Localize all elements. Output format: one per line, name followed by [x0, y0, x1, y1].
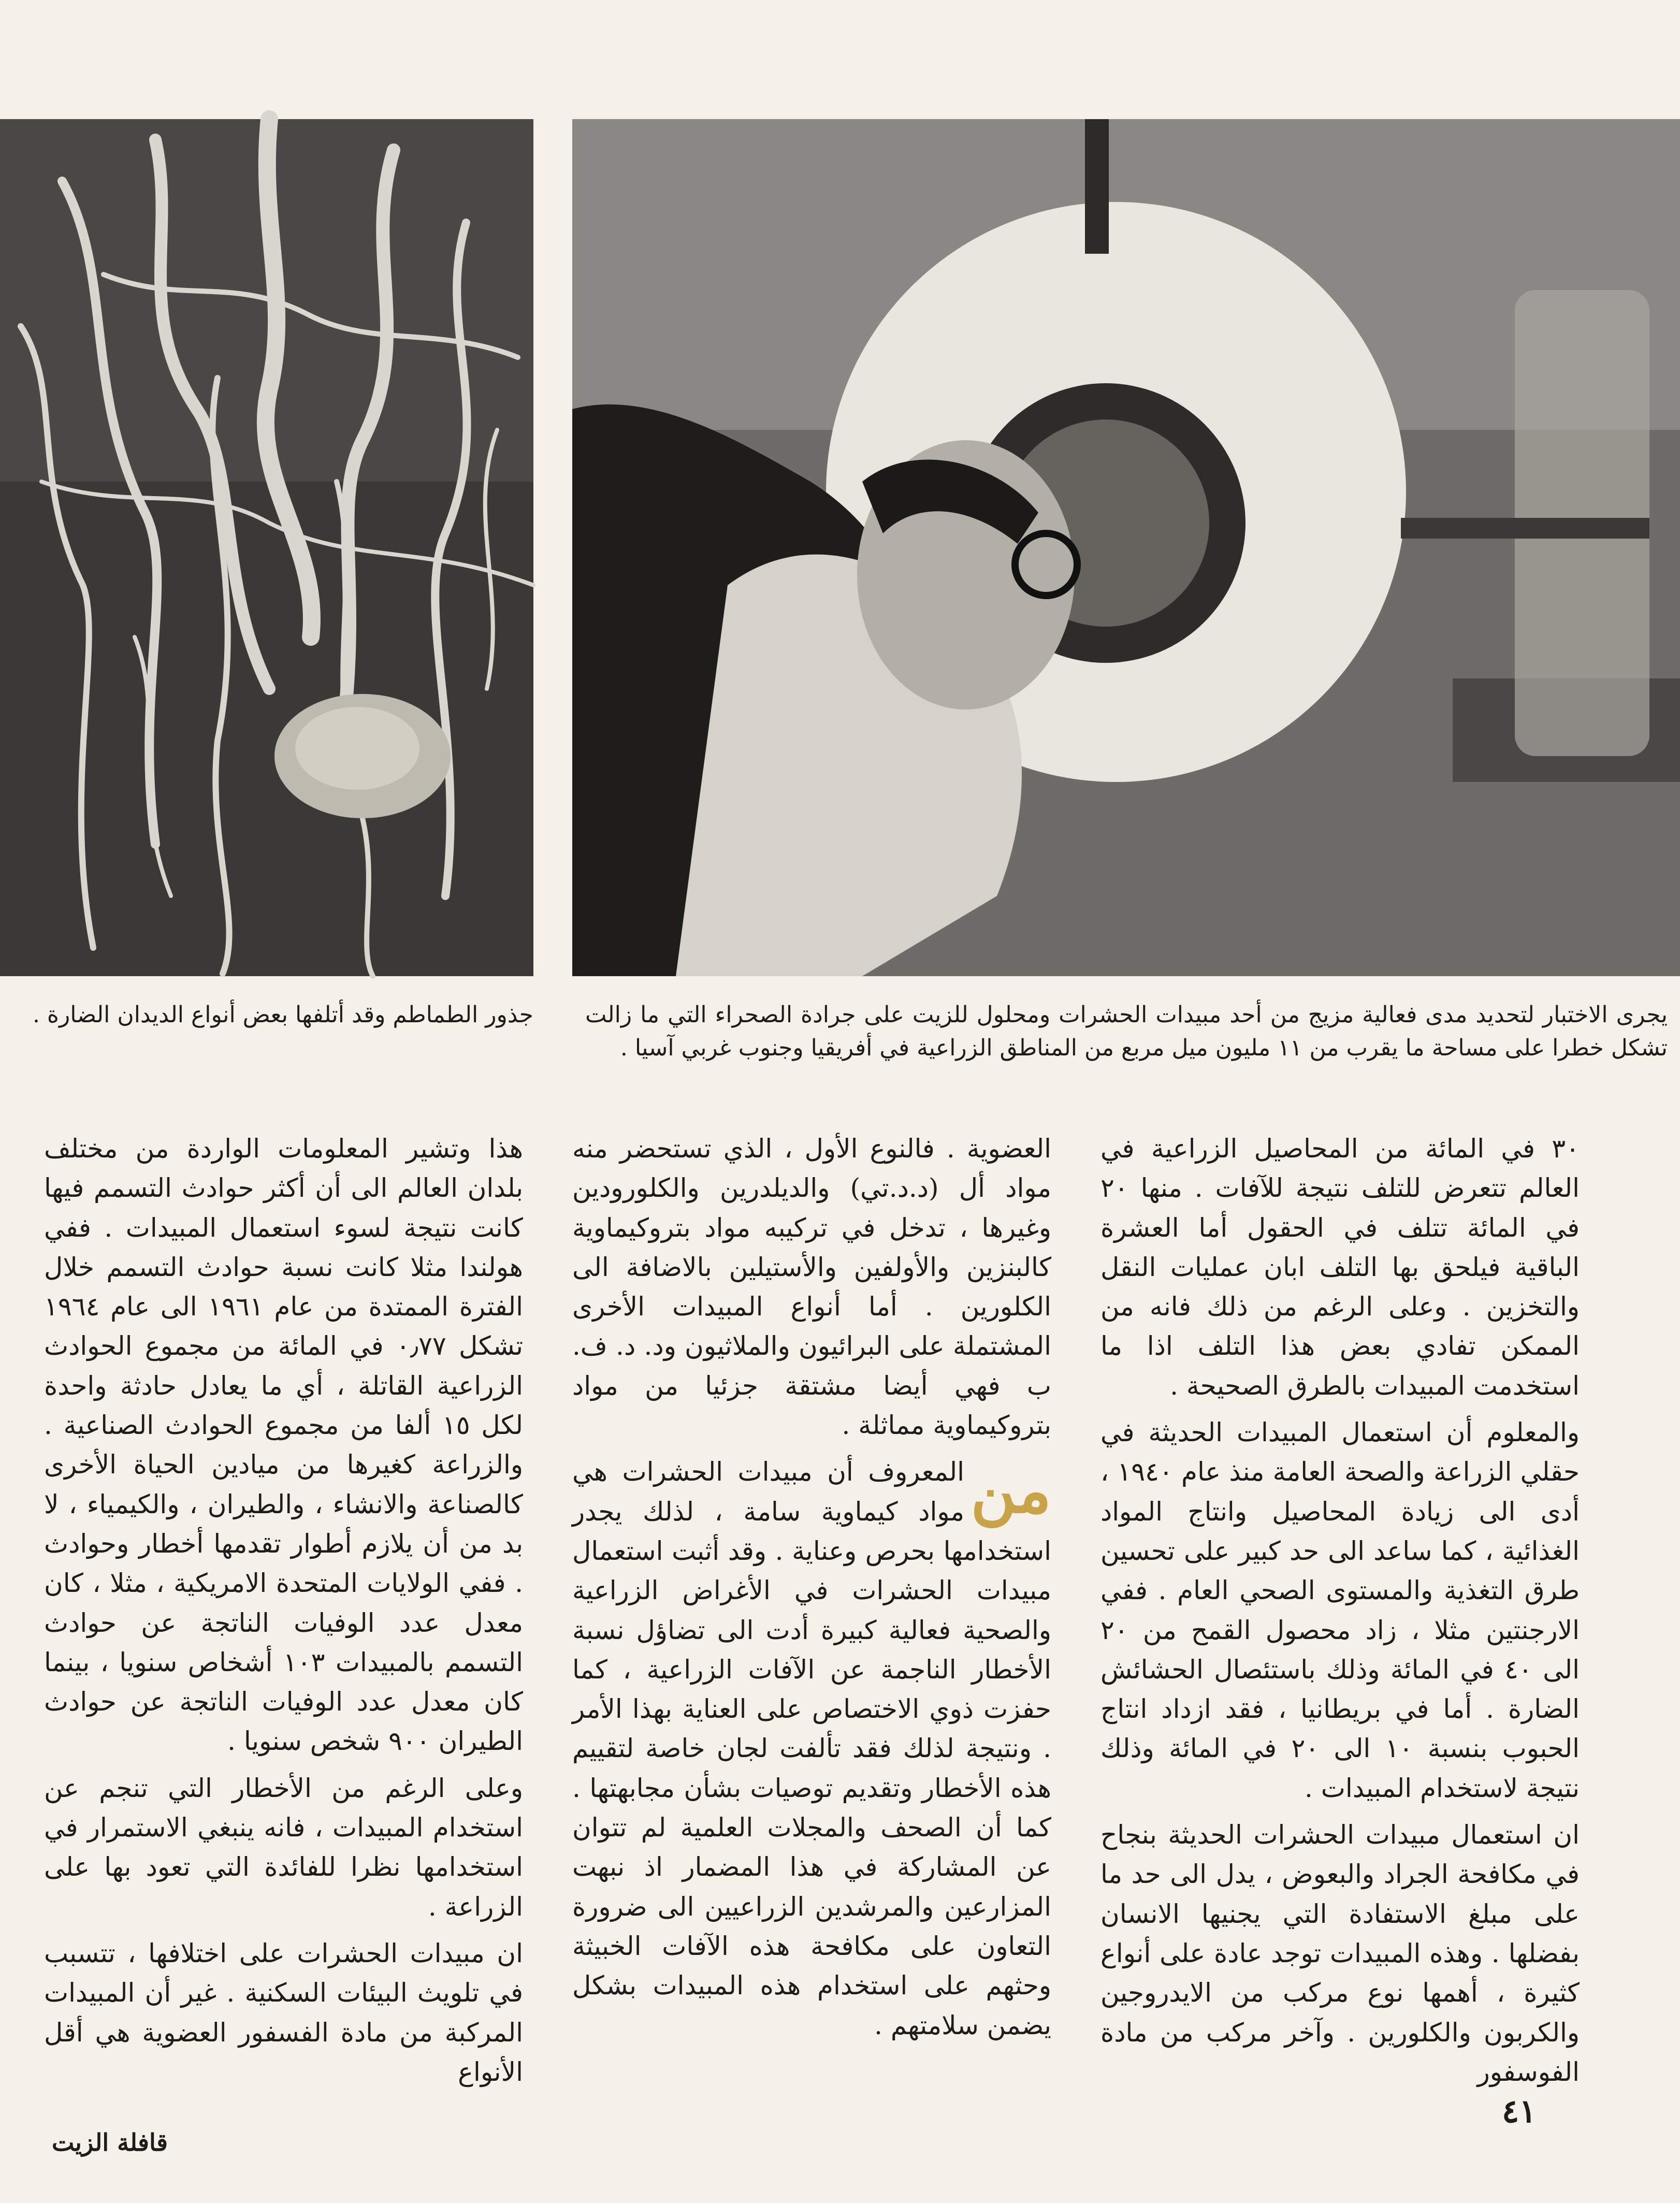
- paragraph: هذا وتشير المعلومات الواردة من مختلف بلدان العالم الى أن أكثر حوادث التسمم فيها كانت نتيجة لسوء استعمال المبيدات . ففي هولندا مثلا كانت نسبة حوادث التسمم خلال الفترة الممتدة من عام ١٩٦١ الى عام ١٩٦٤ تشكل ٠٫٧٧ في المائة من مجموع الحوادث الزراعية القاتلة ، أي ما يعادل حادثة واحدة لكل ١٥ ألفا من مجموع الحوادث الصناعية . والزراعة كغيرها من ميادين الحياة الأخرى كالصناعة والانشاء ، والطيران ، والكيمياء ، لا بد من أن يلازم أطوار تقدمها أخطار وحوادث . ففي الولايات المتحدة الامريكية ، مثلا ، كان معدل عدد الوفيات الناتجة عن حوادث التسمم بالمبيدات ١٠٣ أشخاص سنويا ، بينما كان معدل عدد الوفيات الناتجة عن حوادث الطيران ٩٠٠ شخص سنويا .: [44, 1134, 524, 1757]
- paragraph: العضوية . فالنوع الأول ، الذي تستحضر منه مواد أل (د.د.تي) والديلدرين والكلورودين وغيرها ، تدخل في تركيبه مواد بتروكيماوية كالبنزين والأولفين والأستيلين بالاضافة الى الكلورين . أما أنواع المبيدات الأخرى المشتملة على البرائيون والملاثيون ود. د. ف. ب فهي أيضا مشتقة جزئيا من مواد بتروكيماوية مماثلة .: [572, 1134, 1051, 1441]
- article-column-middle: [572, 1129, 1051, 2061]
- tomato-roots-photo: [0, 119, 533, 976]
- caption-lab: يجرى الاختبار لتحديد مدى فعالية مزيج من أحد مبيدات الحشرات ومحلول للزيت على جرادة الصحراء التي ما زالت تشكل خطرا على مساحة ما يقرب من ١١ مليون ميل مربع من المناطق الزراعية في أفريقيا وجنوب غربي آسيا .: [585, 1002, 1668, 1061]
- paragraph: ٣٠ في المائة من المحاصيل الزراعية في العالم تتعرض للتلف نتيجة للآفات . منها ٢٠ في المائة تتلف في الحقول أما العشرة الباقية فيلحق بها التلف ابان عمليات النقل والتخزين . وعلى الرغم من ذلك فانه من الممكن تفادي بعض هذا التلف اذا ما استخدمت المبيدات بالطرق الصحيحة .: [1100, 1134, 1580, 1401]
- lab-illustration: [572, 119, 1680, 976]
- page-number: ٤١: [1502, 2092, 1537, 2130]
- lab-test-photo: [572, 119, 1680, 976]
- magazine-name: قافلة الزيت: [52, 2128, 168, 2156]
- paragraph: ان مبيدات الحشرات على اختلافها ، تتسبب في تلويث البيئات السكنية . غير أن المبيدات المركبة من مادة الفسفور العضوية هي أقل الأنواع: [44, 1938, 523, 2087]
- paragraph: ان استعمال مبيدات الحشرات الحديثة بنجاح في مكافحة الجراد والبعوض ، يدل الى حد ما على مبلغ الاستفادة التي يجنيها الانسان بفضلها . وهذه المبيدات توجد عادة على أنواع كثيرة ، أهمها نوع مركب من الايدروجين والكربون والكلورين . وآخر مركب من مادة الفوسفور: [1100, 1820, 1580, 2087]
- article-column-right: [1100, 1129, 1580, 2087]
- paragraph: المعروف أن مبيدات الحشرات هي مواد كيماوية سامة ، لذلك يجدر استخدامها بحرص وعناية . وقد أثبت استعمال مبيدات الحشرات في الأغراض الزراعية والصحية فعالية كبيرة أدت الى تضاؤل نسبة الأخطار الناجمة عن الآفات الزراعية ، كما حفزت ذوي الاختصاص على العناية بهذا الأمر . ونتيجة لذلك فقد تألفت لجان خاصة لتقييم هذه الأخطار وتقديم توصيات بشأن مجابهتها . كما أن الصحف والمجلات العلمية لم تتوان عن المشاركة في هذا المضمار اذ نبهت المزارعين والمرشدين الزراعيين الى ضرورة التعاون على مكافحة هذه الآفات الخبيثة وحثهم على استخدام هذه المبيدات بشكل يضمن سلامتهم .: [572, 1457, 1051, 2040]
- roots-illustration: [0, 119, 533, 976]
- paragraph: والمعلوم أن استعمال المبيدات الحديثة في حقلي الزراعة والصحة العامة منذ عام ١٩٤٠ ، أدى الى زيادة المحاصيل وانتاج المواد الغذائية ، كما ساعد الى حد كبير على تحسين طرق التغذية والمستوى الصحي العام . ففي الارجنتين مثلا ، زاد محصول القمح من ٢٠ الى ٤٠ في المائة وذلك باستئصال الحشائش الضارة . أما في بريطانيا ، فقد ازداد انتاج الحبوب بنسبة ١٠ الى ٢٠ في المائة وذلك نتيجة لاستخدام المبيدات .: [1100, 1417, 1580, 1803]
- article-column-left: [44, 1129, 524, 2087]
- paragraph: وعلى الرغم من الأخطار التي تنجم عن استخدام المبيدات ، فانه ينبغي الاستمرار في استخدامها نظرا للفائدة التي تعود بها على الزراعة .: [44, 1773, 523, 1922]
- drop-cap: من: [971, 1454, 1051, 1528]
- caption-roots: جذور الطماطم وقد أتلفها بعض أنواع الديدان الضارة .: [32, 1002, 533, 1028]
